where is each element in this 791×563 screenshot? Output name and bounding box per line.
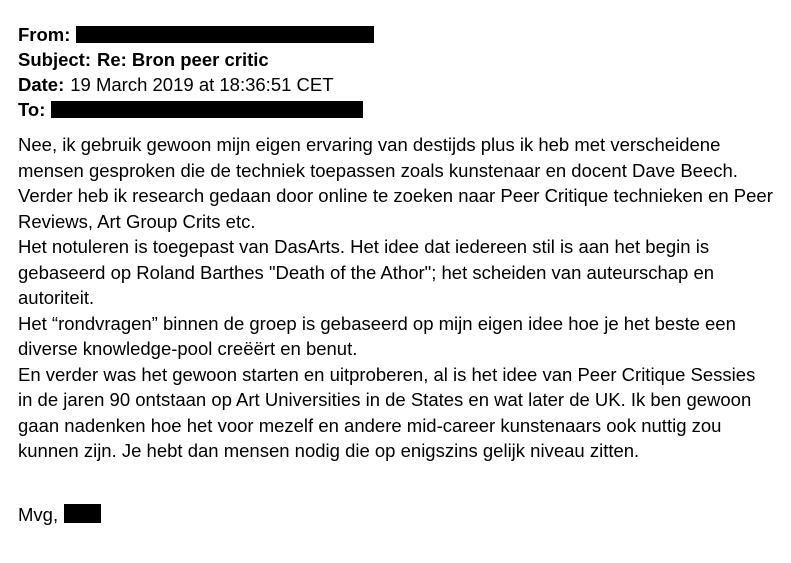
body-paragraph-4: En verder was het gewoon starten en uitproberen, al is het idee van Peer Critique Sessies in de jaren 90 ontstaan op Art Universities in de States en wat later de UK. Ik ben gewoon gaan nadenken hoe het voor mezelf en andere mid-career kunstenaars ook nuttig zou kunnen zijn. Je hebt dan mensen nodig die op enigszins gelijk niveau zitten. xyxy=(18,363,756,461)
header-row-subject xyxy=(18,47,773,72)
signature-text: Mvg, xyxy=(18,503,59,525)
subject-label: Subject: xyxy=(18,49,91,70)
email-signature xyxy=(18,502,773,527)
to-redaction xyxy=(51,101,363,118)
header-row-date xyxy=(18,72,773,97)
date-value: 19 March 2019 at 18:36:51 CET xyxy=(70,74,334,95)
body-paragraph-2: Het notuleren is toegepast van DasArts. Het idee dat iedereen stil is aan het begin is gebaseerd op Roland Barthes "Death of the Athor"; het scheiden van auteurschap en autoriteit. xyxy=(18,236,715,308)
from-label: From: xyxy=(18,24,71,45)
header-row-from xyxy=(18,22,773,47)
to-label: To: xyxy=(18,99,46,120)
subject-value: Re: Bron peer critic xyxy=(96,49,269,70)
header-row-to xyxy=(18,97,773,122)
body-paragraph-3: Het “rondvragen” binnen de groep is gebaseerd op mijn eigen idee hoe je het beste een diverse knowledge-pool creëërt en benut. xyxy=(18,312,736,359)
signature-name-redaction xyxy=(64,504,101,523)
from-redaction xyxy=(76,26,374,43)
email-header-block xyxy=(18,22,773,122)
body-paragraph-1: Nee, ik gebruik gewoon mijn eigen ervaring van destijds plus ik heb met verscheidene mensen gesproken die de techniek toepassen zoals kunstenaar en docent Dave Beech. Verder heb ik research gedaan door online te zoeken naar Peer Critique technieken en Peer Reviews, Art Group Crits etc. xyxy=(18,134,773,232)
email-body xyxy=(18,132,773,464)
date-label: Date: xyxy=(18,74,65,95)
